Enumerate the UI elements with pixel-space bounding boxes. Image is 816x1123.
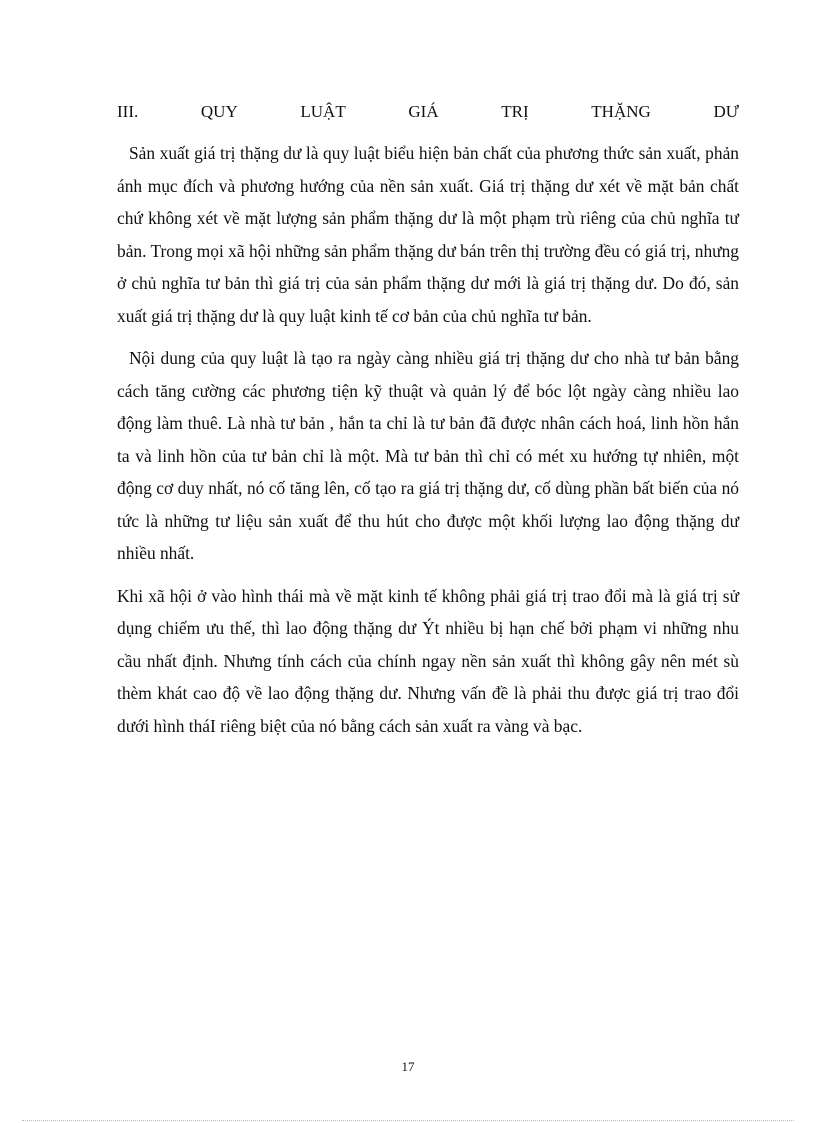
footer-divider bbox=[22, 1120, 794, 1121]
heading-part: THẶNG bbox=[591, 102, 651, 121]
heading-part: III. bbox=[117, 102, 139, 121]
section-heading bbox=[117, 101, 739, 123]
paragraph-1: Sản xuất giá trị thặng dư là quy luật biểu hiện bản chất của phương thức sản xuất, phản ánh mục đích và phương hướng của nền sản xuất. Giá trị thặng dư xét về mặt bản chất chứ không xét về mặt lượng sản phẩm thặng dư là một phạm trù riêng của chủ nghĩa tư bản. Trong mọi xã hội những sản phẩm thặng dư bán trên thị trường đều có giá trị, nhưng ở chủ nghĩa tư bản thì giá trị của sản phẩm thặng dư mới là giá trị thặng dư. Do đó, sản xuất giá trị thặng dư là quy luật kinh tế cơ bản của chủ nghĩa tư bản. bbox=[117, 143, 739, 326]
heading-part: DƯ bbox=[713, 102, 739, 121]
heading-part: GIÁ bbox=[408, 102, 439, 121]
paragraph-3: Khi xã hội ở vào hình thái mà về mặt kinh tế không phải giá trị trao đổi mà là giá trị sử dụng chiếm ưu thế, thì lao động thặng dư Ýt nhiều bị hạn chế bởi phạm vi những nhu cầu nhất định. Nhưng tính cách của chính ngay nền sản xuất thì không gây nên mét sù thèm khát cao độ về lao động thặng dư. Nhưng vấn đề là phải thu được giá trị trao đổi dưới hình tháI riêng biệt của nó bằng cách sản xuất ra vàng và bạc. bbox=[117, 585, 739, 736]
heading-part: QUY bbox=[200, 102, 238, 121]
paragraph-2: Nội dung của quy luật là tạo ra ngày càng nhiều giá trị thặng dư cho nhà tư bản bằng cách tăng cường các phương tiện kỹ thuật và quản lý để bóc lột ngày càng nhiều lao động làm thuê. Là nhà tư bản , hắn ta chỉ là tư bản đã được nhân cách hoá, linh hồn hắn ta và linh hồn của tư bản chỉ là một. Mà tư bản thì chỉ có mét xu hướng tự nhiên, một động cơ duy nhất, nó cố tăng lên, cố tạo ra giá trị thặng dư, cố dùng phần bất biến của nó tức là những tư liệu sản xuất để thu hút cho được một khối lượng lao động thặng dư nhiều nhất. bbox=[117, 348, 739, 563]
heading-part: LUẬT bbox=[300, 102, 346, 121]
page-number: 17 bbox=[401, 1059, 415, 1074]
heading-part: TRỊ bbox=[501, 102, 529, 121]
body-text bbox=[117, 137, 739, 752]
